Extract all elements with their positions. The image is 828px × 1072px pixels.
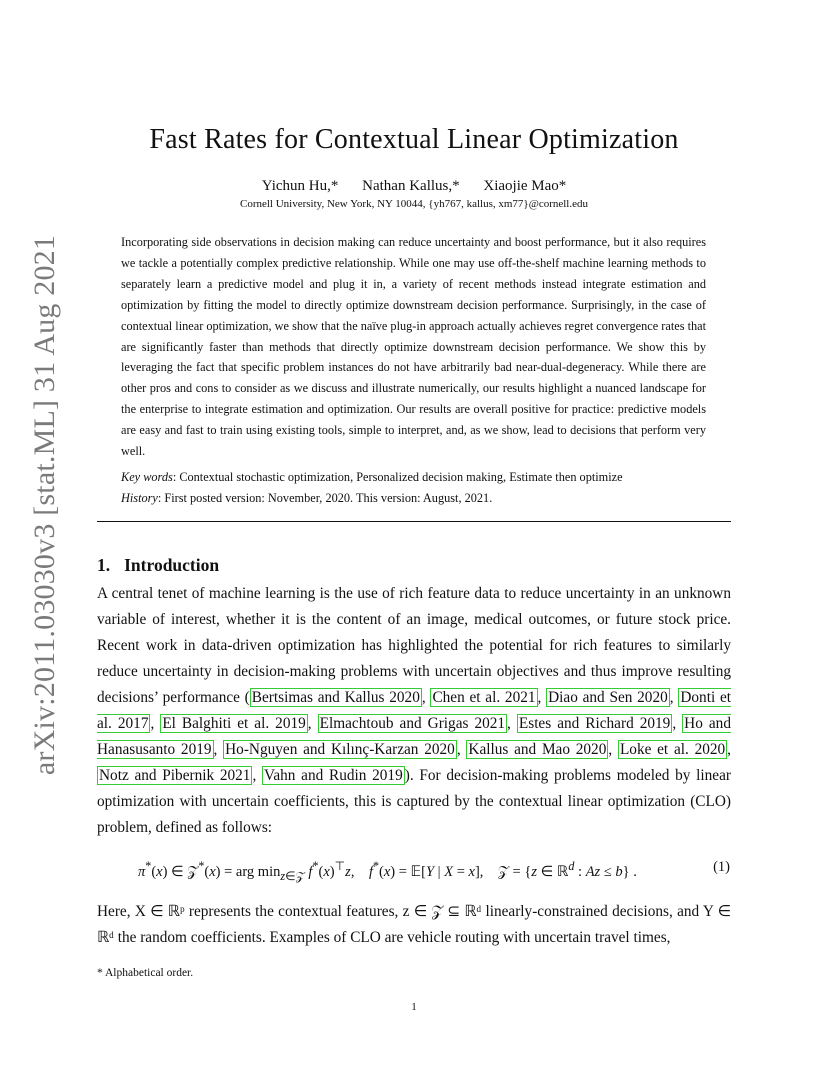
intro-text: ). For decision-making problems modeled by linear optimization with uncertain coefficients, this is captured by the contextual linear optimization (CLO) problem, defined as follows: [97,767,731,836]
abstract: Incorporating side observations in decision making can reduce uncertainty and boost performance, but it also requires we tackle a potentially complex predictive relationship. While one may use off-the-shelf machine learning methods to separately learn a predictive model and plug it in, a variety of recent methods instead integrate estimation and optimization by fitting the model to directly optimize downstream decision performance. Surprisingly, in the case of contextual linear optimization, we show that the naïve plug-in approach actually achieves regret convergence rates that are significantly faster than methods that directly optimize downstream decision performance. We show this by leveraging the fact that specific problem instances do not have arbitrarily bad near-dual-degeneracy. While there are other pros and cons to consider as we discuss and illustrate numerically, our results highlight a nuanced landscape for the enterprise to integrate estimation and optimization. Our results are overall positive for practice: predictive models are easy and fast to train using existing tools, simple to interpret, and, as we show, lead to decisions that perform very well. [121,235,707,459]
keywords-line: Key words: Contextual stochastic optimization, Personalized decision making, Estimate then optimize [121,470,623,484]
section-number: 1. [97,555,111,575]
citation-link[interactable]: Ho and Hanasusanto 2019 [97,715,731,758]
citation-link[interactable]: Kallus and Mao 2020 [468,741,607,758]
equation-number: (1) [713,859,730,875]
citation-link[interactable]: Elmachtoub and Grigas 2021 [319,715,506,732]
history-label: History [121,491,158,505]
abstract-divider [97,521,731,522]
citation-link[interactable]: Diao and Sen 2020 [548,689,668,706]
citation-link[interactable]: Notz and Pibernik 2021 [99,767,251,784]
citation-link[interactable]: Bertsimas and Kallus 2020 [251,689,420,706]
citation-link[interactable]: Estes and Richard 2019 [518,715,671,732]
paper-title: Fast Rates for Contextual Linear Optimization [149,124,679,155]
citation-link[interactable]: Ho-Nguyen and Kılınç-Karzan 2020 [225,741,455,758]
history-line: History: First posted version: November, 2020. This version: August, 2021. [121,491,493,505]
author-list [0,178,828,195]
equation-body: π*(x) ∈ 𝒵*(x) = arg $\min_{z\in 𝒵} f^*(x)^⊤z$, f*(x) = 𝔼[Y | X = x], 𝒵 = {z ∈ ℝ$^d$ : Az ≤ b} . [138,859,637,883]
arxiv-identifier: arXiv:2011.03030v3 [stat.ML] 31 Aug 2021 [28,234,61,776]
intro-paragraph: A central tenet of machine learning is the use of rich feature data to reduce uncertainty in an unknown variable of interest, whether it is the content of an image, medical outcomes, or future stock price. Recent work in data-driven optimization has highlighted the potential for rich features to similarly reduce uncertainty in decision-making problems with uncertain objectives and thus improve resulting decisions’ performance ( Bertsimas and Kallus 2020 , Chen et al. 2021 , Diao and Sen 2020 , Donti et al. 2017 , El Balghiti et al. 2019 , Elmachtoub and Grigas 2021 , Estes and Richard 2019 , Ho and Hanasusanto 2019 , Ho-Nguyen and Kılınç-Karzan 2020 , Kallus and Mao 2020 , Loke et al. 2020 , Notz and Pibernik 2021 , Vahn and Rudin 2019 ). For decision-making problems modeled by linear optimization with uncertain coefficients, this is captured by the contextual linear optimization (CLO) problem, defined as follows: [97,585,731,836]
page-number: 1 [411,1001,417,1013]
intro-text: A central tenet of machine learning is the use of rich feature data to reduce uncertainty in an unknown variable of interest, whether it is the content of an image, medical outcomes, or future stock price. Recent work in data-driven optimization has highlighted the potential for rich features to similarly reduce uncertainty in decision-making problems with uncertain objectives and thus improve resulting decisions’ performance ( [97,585,731,706]
author-name: Xiaojie Mao* [483,178,567,194]
keywords-text: Contextual stochastic optimization, Personalized decision making, Estimate then optimize [179,470,623,484]
section-title: Introduction [124,555,220,575]
section-heading [97,555,219,576]
author-name: Nathan Kallus,* [362,178,460,194]
equation-clo [138,859,732,884]
affiliation: Cornell University, New York, NY 10044, {yh767, kallus, xm77}@cornell.edu [239,198,588,210]
footnote: * Alphabetical order. [97,967,194,979]
keywords-label: Key words [121,470,173,484]
citation-link[interactable]: Donti et al. 2017 [97,689,731,732]
citation-link[interactable]: Chen et al. 2021 [432,689,536,706]
citation-link[interactable]: Loke et al. 2020 [619,741,726,758]
citation-link[interactable]: El Balghiti et al. 2019 [162,715,306,732]
author-name: Yichun Hu,* [261,178,339,194]
citation-link[interactable]: Vahn and Rudin 2019 [264,767,403,784]
body-paragraph: Here, X ∈ ℝᵖ represents the contextual features, z ∈ 𝒵 ⊆ ℝᵈ linearly-constrained decisions, and Y ∈ ℝᵈ the random coefficients. Examples of CLO are vehicle routing with uncertain travel times, [97,903,731,946]
history-text: First posted version: November, 2020. This version: August, 2021. [164,491,493,505]
